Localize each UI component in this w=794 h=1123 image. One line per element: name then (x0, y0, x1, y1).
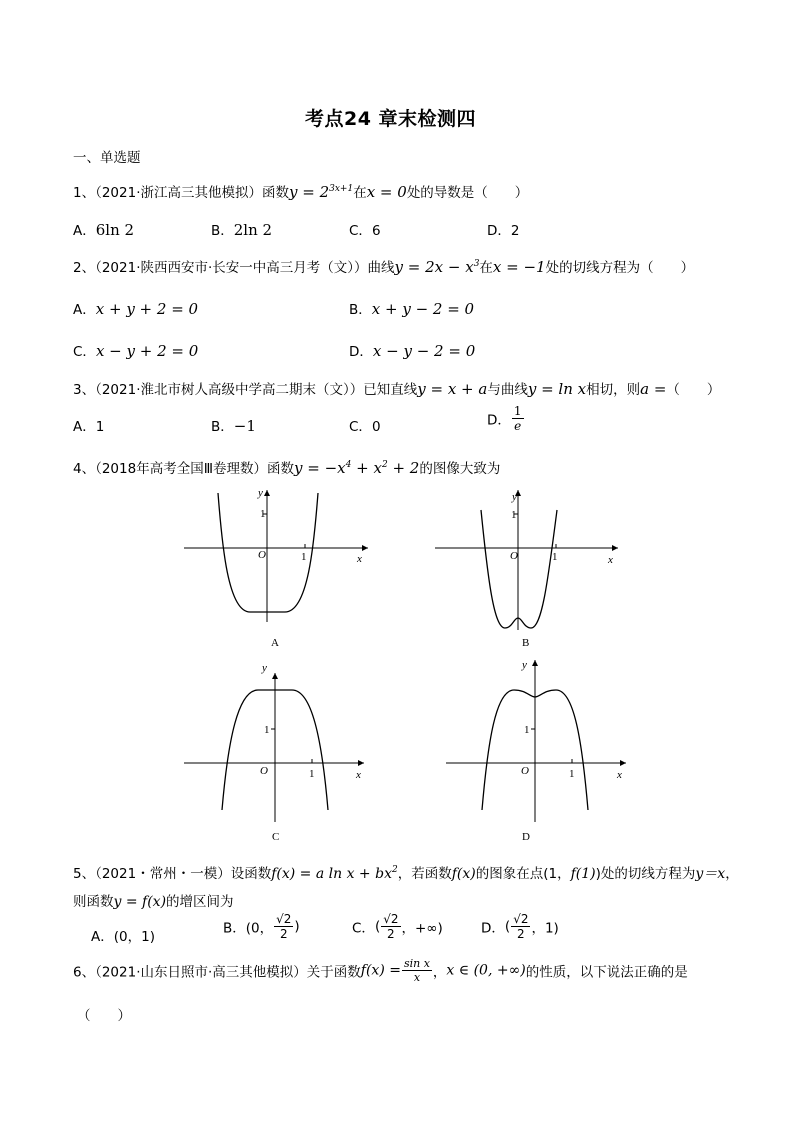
graph-a-y-label: y (258, 487, 263, 499)
q3-option-c: C．0 (349, 419, 381, 435)
q1-option-a: A．6ln 2 (73, 221, 135, 239)
q1-expression: $y = 2^{3x+1}$ (289, 183, 354, 201)
graph-a-one-y: 1 (260, 508, 266, 520)
q3-option-d: D． $\frac{1}{e}$ (487, 404, 522, 433)
graph-c (184, 662, 364, 843)
q5-option-b: B．(0， $\frac{√2}{2}$ ) (223, 912, 300, 941)
graph-c-one-y: 1 (264, 724, 270, 736)
q2-option-b: B．x + y − 2 = 0 (349, 300, 475, 318)
graph-b-one-y: 1 (511, 509, 517, 521)
graph-a-one-x: 1 (301, 551, 307, 563)
q5-option-c: C．( $\frac{√2}{2}$ ，+∞) (352, 912, 443, 941)
graph-d-origin: O (521, 765, 529, 777)
graph-b-one-x: 1 (552, 551, 558, 563)
question-4: 4、（2018年高考全国Ⅲ卷理数）函数$y = -x^4 + x^2 + 2$的图像大致为 (73, 459, 501, 477)
question-6-line-2: （ ） (77, 1008, 131, 1024)
question-1: 1、（2021·浙江高三其他模拟）函数$y = 2^{3x+1}$在x = 0处的导数是（ ） (73, 183, 529, 201)
graph-c-one-x: 1 (309, 768, 315, 780)
question-5: 5、（2021・常州・一模）设函数f(x) = a $\ln x + bx^2$，若函数f(x)的图象在点(1，f(1))处的切线方程为y＝x， (73, 865, 739, 882)
q2-option-c: C．x − y + 2 = 0 (73, 342, 199, 360)
graph-d-one-x: 1 (569, 768, 575, 780)
graph-a (184, 487, 368, 649)
question-5-line-2: 则函数y = f(x)的增区间为 (73, 894, 234, 910)
question-3: 3、（2021·淮北市树人高级中学高二期末（文））已知直线y = x + a与曲线y = ln x相切，则a =（ ） (73, 380, 721, 398)
q1-option-d: D．2 (487, 223, 520, 239)
section-heading: 一、单选题 (73, 150, 141, 166)
q3-option-a: A．1 (73, 419, 105, 435)
graph-d-x-label: x (617, 769, 622, 781)
graph-c-x-label: x (356, 769, 361, 781)
question-6: 6、（2021·山东日照市·高三其他模拟）关于函数f(x) = $\frac{\text{sin x}}{x}$ ，x ∈ (0, +∞)的性质，以下说法正确的是 (73, 957, 688, 984)
graph-d (446, 659, 626, 843)
graph-c-label: C (272, 831, 280, 843)
graph-c-y-label: y (262, 662, 267, 674)
graph-a-x-label: x (357, 553, 362, 565)
graph-d-one-y: 1 (524, 724, 530, 736)
graph-b-x-label: x (608, 554, 613, 566)
graph-b-y-label: y (512, 491, 517, 503)
graph-c-origin: O (260, 765, 268, 777)
graph-a-label: A (271, 637, 279, 649)
graph-b-origin: O (510, 550, 518, 562)
q5-option-a: A．(0，1) (91, 929, 155, 945)
q1-option-c: C．6 (349, 223, 381, 239)
q3-option-b: B．−1 (211, 417, 256, 435)
page-title: 考点24 章末检测四 (305, 108, 477, 130)
q1-option-b: B．2ln 2 (211, 221, 273, 239)
graph-a-origin: O (258, 549, 266, 561)
q2-option-d: D．x − y − 2 = 0 (349, 342, 476, 360)
q5-option-d: D．( $\frac{√2}{2}$ ，1) (481, 912, 559, 941)
graph-d-label: D (522, 831, 530, 843)
question-2: 2、（2021·陕西西安市·长安一中高三月考（文））曲线$y = 2x - x^3$在x = −1处的切线方程为（ ） (73, 258, 695, 276)
graph-b-label: B (522, 637, 530, 649)
q2-option-a: A．x + y + 2 = 0 (73, 300, 199, 318)
graph-d-y-label: y (522, 659, 527, 671)
graph-b (435, 490, 618, 649)
